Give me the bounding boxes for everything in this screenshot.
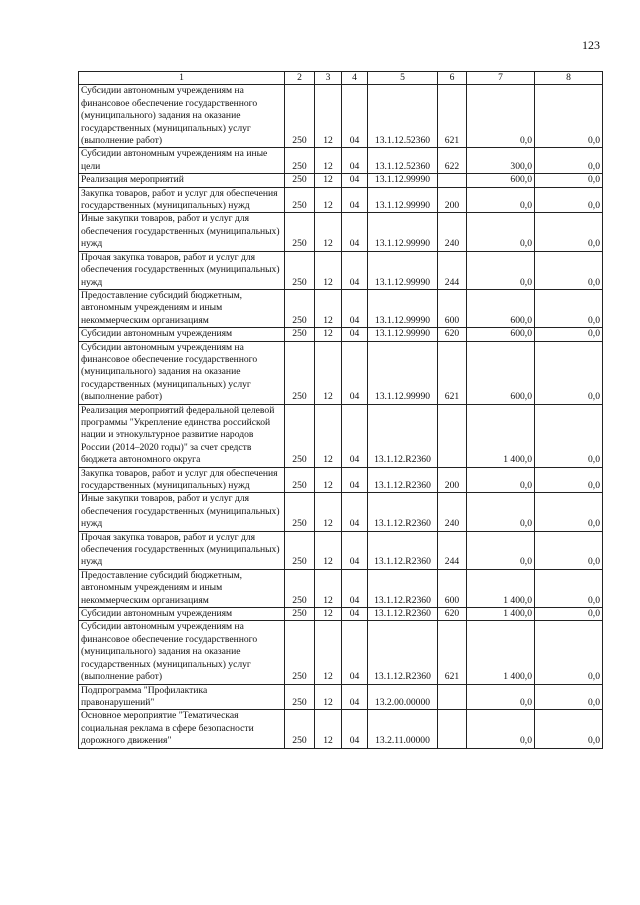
table-row bbox=[79, 404, 603, 467]
row-amount-cell: 0,0 bbox=[535, 148, 603, 174]
row-amount-cell: 0,0 bbox=[467, 213, 535, 251]
row-amount-cell: 0,0 bbox=[535, 608, 603, 621]
table-row bbox=[79, 148, 603, 174]
row-section-cell: 12 bbox=[315, 621, 342, 684]
row-expense-type-cell bbox=[438, 684, 467, 710]
row-amount-cell: 0,0 bbox=[467, 187, 535, 213]
row-target-article-cell: 13.1.12.R2360 bbox=[368, 608, 438, 621]
row-name-cell: Субсидии автономным учреждениям на финансовое обеспечение государственного (муниципального) задания на оказание государственных (муниципальных) услуг (выполнение работ) bbox=[79, 85, 285, 148]
row-amount-cell: 600,0 bbox=[467, 341, 535, 404]
row-subsection-cell: 04 bbox=[342, 174, 368, 187]
row-subsection-cell: 04 bbox=[342, 621, 368, 684]
row-target-article-cell: 13.1.12.99990 bbox=[368, 251, 438, 289]
row-target-article-cell: 13.1.12.R2360 bbox=[368, 531, 438, 569]
row-admin-code-cell: 250 bbox=[285, 404, 315, 467]
row-amount-cell: 0,0 bbox=[535, 684, 603, 710]
row-subsection-cell: 04 bbox=[342, 608, 368, 621]
row-name-cell: Прочая закупка товаров, работ и услуг для обеспечения государственных (муниципальных) нужд bbox=[79, 531, 285, 569]
row-section-cell: 12 bbox=[315, 404, 342, 467]
row-subsection-cell: 04 bbox=[342, 187, 368, 213]
row-target-article-cell: 13.1.12.99990 bbox=[368, 213, 438, 251]
row-section-cell: 12 bbox=[315, 467, 342, 493]
row-name-cell: Реализация мероприятий bbox=[79, 174, 285, 187]
row-admin-code-cell: 250 bbox=[285, 328, 315, 341]
row-admin-code-cell: 250 bbox=[285, 710, 315, 748]
row-admin-code-cell: 250 bbox=[285, 289, 315, 327]
column-header: 5 bbox=[368, 72, 438, 85]
table-row bbox=[79, 684, 603, 710]
row-admin-code-cell: 250 bbox=[285, 148, 315, 174]
row-subsection-cell: 04 bbox=[342, 531, 368, 569]
row-amount-cell: 0,0 bbox=[467, 710, 535, 748]
table-row bbox=[79, 621, 603, 684]
row-target-article-cell: 13.1.12.R2360 bbox=[368, 621, 438, 684]
table-row bbox=[79, 251, 603, 289]
table-row bbox=[79, 174, 603, 187]
row-section-cell: 12 bbox=[315, 148, 342, 174]
table-row bbox=[79, 85, 603, 148]
row-subsection-cell: 04 bbox=[342, 404, 368, 467]
row-amount-cell: 0,0 bbox=[535, 328, 603, 341]
row-name-cell: Основное мероприятие "Тематическая социальная реклама в сфере безопасности дорожного движения" bbox=[79, 710, 285, 748]
row-target-article-cell: 13.2.00.00000 bbox=[368, 684, 438, 710]
row-amount-cell: 0,0 bbox=[467, 493, 535, 531]
row-target-article-cell: 13.1.12.99990 bbox=[368, 289, 438, 327]
row-expense-type-cell: 240 bbox=[438, 493, 467, 531]
row-amount-cell: 0,0 bbox=[467, 531, 535, 569]
row-subsection-cell: 04 bbox=[342, 148, 368, 174]
table-row bbox=[79, 493, 603, 531]
row-target-article-cell: 13.1.12.99990 bbox=[368, 187, 438, 213]
row-amount-cell: 0,0 bbox=[535, 710, 603, 748]
table-body bbox=[79, 85, 603, 748]
row-section-cell: 12 bbox=[315, 174, 342, 187]
row-admin-code-cell: 250 bbox=[285, 684, 315, 710]
row-section-cell: 12 bbox=[315, 684, 342, 710]
table-row bbox=[79, 467, 603, 493]
table-row bbox=[79, 608, 603, 621]
row-admin-code-cell: 250 bbox=[285, 531, 315, 569]
row-name-cell: Предоставление субсидий бюджетным, автономным учреждениям и иным некоммерческим организациям bbox=[79, 569, 285, 607]
table-row bbox=[79, 328, 603, 341]
row-amount-cell: 0,0 bbox=[535, 187, 603, 213]
row-amount-cell: 300,0 bbox=[467, 148, 535, 174]
row-expense-type-cell: 621 bbox=[438, 341, 467, 404]
column-header: 4 bbox=[342, 72, 368, 85]
row-name-cell: Субсидии автономным учреждениям bbox=[79, 328, 285, 341]
row-admin-code-cell: 250 bbox=[285, 621, 315, 684]
row-name-cell: Иные закупки товаров, работ и услуг для обеспечения государственных (муниципальных) нужд bbox=[79, 213, 285, 251]
row-name-cell: Закупка товаров, работ и услуг для обеспечения государственных (муниципальных) нужд bbox=[79, 467, 285, 493]
row-expense-type-cell: 200 bbox=[438, 467, 467, 493]
row-section-cell: 12 bbox=[315, 85, 342, 148]
row-section-cell: 12 bbox=[315, 493, 342, 531]
row-amount-cell: 1 400,0 bbox=[467, 404, 535, 467]
row-target-article-cell: 13.1.12.99990 bbox=[368, 328, 438, 341]
row-amount-cell: 0,0 bbox=[535, 404, 603, 467]
row-name-cell: Прочая закупка товаров, работ и услуг для обеспечения государственных (муниципальных) нужд bbox=[79, 251, 285, 289]
table-row bbox=[79, 213, 603, 251]
page-number: 123 bbox=[582, 38, 600, 52]
row-target-article-cell: 13.2.11.00000 bbox=[368, 710, 438, 748]
row-section-cell: 12 bbox=[315, 251, 342, 289]
row-amount-cell: 0,0 bbox=[535, 531, 603, 569]
row-amount-cell: 0,0 bbox=[535, 569, 603, 607]
row-expense-type-cell bbox=[438, 404, 467, 467]
row-amount-cell: 0,0 bbox=[467, 85, 535, 148]
row-name-cell: Субсидии автономным учреждениям bbox=[79, 608, 285, 621]
row-expense-type-cell bbox=[438, 174, 467, 187]
row-expense-type-cell: 600 bbox=[438, 569, 467, 607]
row-expense-type-cell: 244 bbox=[438, 251, 467, 289]
row-admin-code-cell: 250 bbox=[285, 569, 315, 607]
row-name-cell: Подпрограмма "Профилактика правонарушений" bbox=[79, 684, 285, 710]
column-header: 3 bbox=[315, 72, 342, 85]
row-admin-code-cell: 250 bbox=[285, 251, 315, 289]
row-target-article-cell: 13.1.12.99990 bbox=[368, 341, 438, 404]
column-header: 1 bbox=[79, 72, 285, 85]
row-amount-cell: 0,0 bbox=[535, 621, 603, 684]
row-expense-type-cell: 621 bbox=[438, 85, 467, 148]
row-target-article-cell: 13.1.12.52360 bbox=[368, 85, 438, 148]
row-amount-cell: 0,0 bbox=[467, 251, 535, 289]
row-amount-cell: 0,0 bbox=[467, 467, 535, 493]
row-expense-type-cell: 200 bbox=[438, 187, 467, 213]
row-admin-code-cell: 250 bbox=[285, 174, 315, 187]
row-amount-cell: 0,0 bbox=[535, 467, 603, 493]
row-target-article-cell: 13.1.12.52360 bbox=[368, 148, 438, 174]
row-section-cell: 12 bbox=[315, 289, 342, 327]
row-section-cell: 12 bbox=[315, 341, 342, 404]
row-name-cell: Субсидии автономным учреждениям на финансовое обеспечение государственного (муниципального) задания на оказание государственных (муниципальных) услуг (выполнение работ) bbox=[79, 621, 285, 684]
budget-table bbox=[78, 71, 603, 749]
row-amount-cell: 0,0 bbox=[467, 684, 535, 710]
row-subsection-cell: 04 bbox=[342, 710, 368, 748]
row-admin-code-cell: 250 bbox=[285, 187, 315, 213]
row-name-cell: Реализация мероприятий федеральной целевой программы "Укрепление единства российской нации и этнокультурное развитие народов России (2014–2020 годы)" за счет средств бюджета автономного округа bbox=[79, 404, 285, 467]
column-header: 6 bbox=[438, 72, 467, 85]
column-header: 8 bbox=[535, 72, 603, 85]
row-subsection-cell: 04 bbox=[342, 213, 368, 251]
row-amount-cell: 1 400,0 bbox=[467, 569, 535, 607]
row-admin-code-cell: 250 bbox=[285, 341, 315, 404]
row-name-cell: Предоставление субсидий бюджетным, автономным учреждениям и иным некоммерческим организациям bbox=[79, 289, 285, 327]
row-name-cell: Закупка товаров, работ и услуг для обеспечения государственных (муниципальных) нужд bbox=[79, 187, 285, 213]
row-subsection-cell: 04 bbox=[342, 493, 368, 531]
row-subsection-cell: 04 bbox=[342, 85, 368, 148]
row-section-cell: 12 bbox=[315, 569, 342, 607]
row-amount-cell: 0,0 bbox=[535, 85, 603, 148]
row-amount-cell: 600,0 bbox=[467, 289, 535, 327]
row-subsection-cell: 04 bbox=[342, 328, 368, 341]
row-expense-type-cell: 621 bbox=[438, 621, 467, 684]
column-header: 7 bbox=[467, 72, 535, 85]
row-amount-cell: 0,0 bbox=[535, 289, 603, 327]
row-name-cell: Субсидии автономным учреждениям на иные цели bbox=[79, 148, 285, 174]
row-expense-type-cell: 600 bbox=[438, 289, 467, 327]
row-expense-type-cell: 622 bbox=[438, 148, 467, 174]
table-row bbox=[79, 187, 603, 213]
row-amount-cell: 600,0 bbox=[467, 328, 535, 341]
row-expense-type-cell: 620 bbox=[438, 608, 467, 621]
row-admin-code-cell: 250 bbox=[285, 608, 315, 621]
row-amount-cell: 600,0 bbox=[467, 174, 535, 187]
column-header: 2 bbox=[285, 72, 315, 85]
row-subsection-cell: 04 bbox=[342, 467, 368, 493]
row-amount-cell: 1 400,0 bbox=[467, 621, 535, 684]
row-target-article-cell: 13.1.12.R2360 bbox=[368, 569, 438, 607]
row-target-article-cell: 13.1.12.R2360 bbox=[368, 493, 438, 531]
table-row bbox=[79, 710, 603, 748]
table-row bbox=[79, 341, 603, 404]
row-name-cell: Субсидии автономным учреждениям на финансовое обеспечение государственного (муниципального) задания на оказание государственных (муниципальных) услуг (выполнение работ) bbox=[79, 341, 285, 404]
row-subsection-cell: 04 bbox=[342, 341, 368, 404]
table-header-row bbox=[79, 72, 603, 85]
row-section-cell: 12 bbox=[315, 328, 342, 341]
table-row bbox=[79, 531, 603, 569]
row-expense-type-cell: 240 bbox=[438, 213, 467, 251]
row-amount-cell: 0,0 bbox=[535, 174, 603, 187]
row-section-cell: 12 bbox=[315, 710, 342, 748]
row-target-article-cell: 13.1.12.99990 bbox=[368, 174, 438, 187]
row-amount-cell: 0,0 bbox=[535, 251, 603, 289]
row-section-cell: 12 bbox=[315, 608, 342, 621]
row-subsection-cell: 04 bbox=[342, 684, 368, 710]
row-expense-type-cell: 244 bbox=[438, 531, 467, 569]
table-row bbox=[79, 289, 603, 327]
row-subsection-cell: 04 bbox=[342, 251, 368, 289]
row-section-cell: 12 bbox=[315, 187, 342, 213]
row-admin-code-cell: 250 bbox=[285, 467, 315, 493]
row-amount-cell: 0,0 bbox=[535, 341, 603, 404]
row-admin-code-cell: 250 bbox=[285, 493, 315, 531]
row-admin-code-cell: 250 bbox=[285, 85, 315, 148]
row-amount-cell: 1 400,0 bbox=[467, 608, 535, 621]
row-expense-type-cell bbox=[438, 710, 467, 748]
table-row bbox=[79, 569, 603, 607]
row-target-article-cell: 13.1.12.R2360 bbox=[368, 467, 438, 493]
row-expense-type-cell: 620 bbox=[438, 328, 467, 341]
row-target-article-cell: 13.1.12.R2360 bbox=[368, 404, 438, 467]
row-amount-cell: 0,0 bbox=[535, 493, 603, 531]
row-subsection-cell: 04 bbox=[342, 289, 368, 327]
row-subsection-cell: 04 bbox=[342, 569, 368, 607]
row-section-cell: 12 bbox=[315, 213, 342, 251]
row-name-cell: Иные закупки товаров, работ и услуг для обеспечения государственных (муниципальных) нужд bbox=[79, 493, 285, 531]
row-admin-code-cell: 250 bbox=[285, 213, 315, 251]
row-section-cell: 12 bbox=[315, 531, 342, 569]
row-amount-cell: 0,0 bbox=[535, 213, 603, 251]
